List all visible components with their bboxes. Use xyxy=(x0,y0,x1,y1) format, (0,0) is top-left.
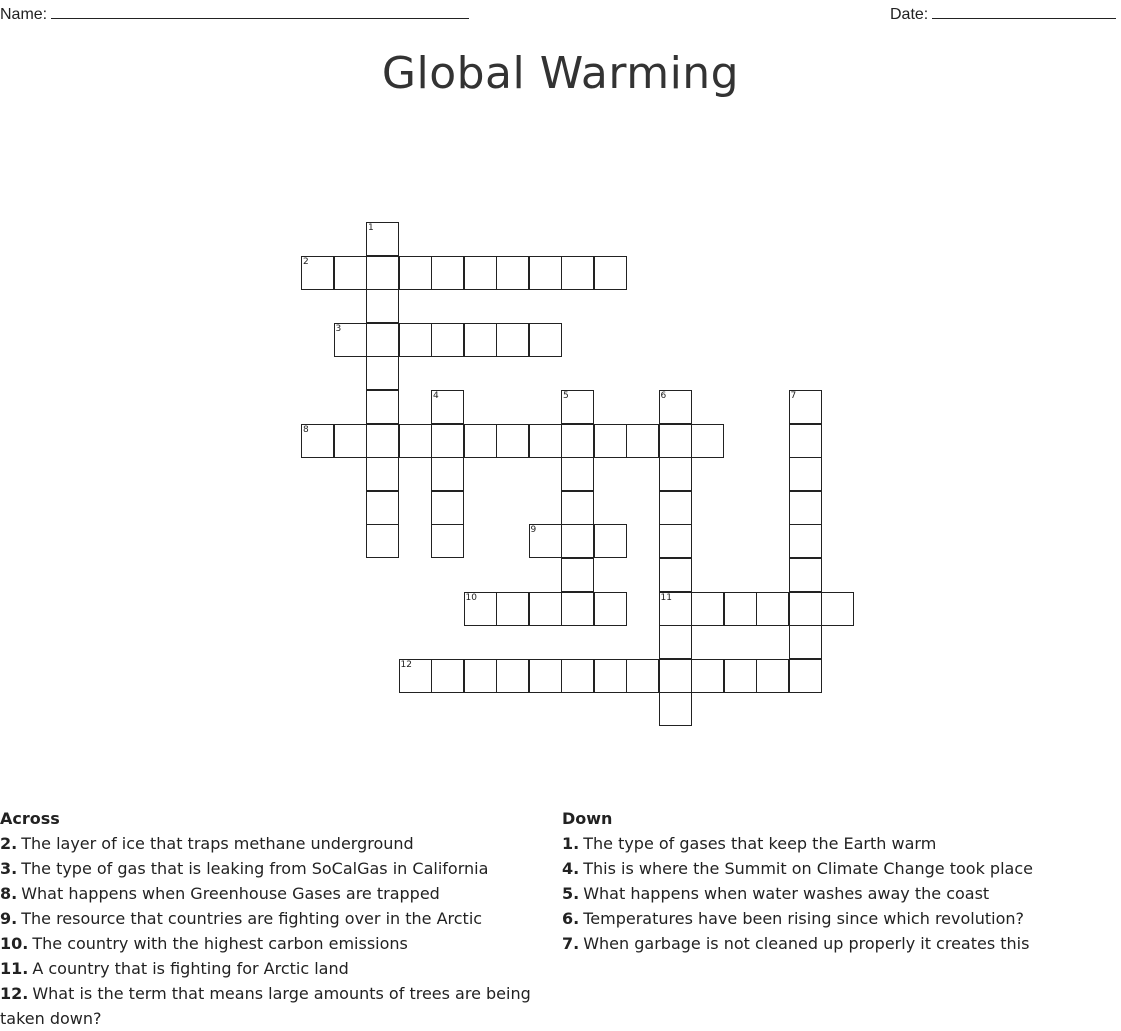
crossword-cell[interactable] xyxy=(659,592,692,626)
crossword-cell[interactable] xyxy=(464,256,497,290)
down-clue xyxy=(562,931,1117,956)
clue-label-number: 12. xyxy=(0,984,29,1003)
clue-text: The layer of ice that traps methane underground xyxy=(21,834,414,853)
date-label: Date: xyxy=(890,6,929,23)
crossword-cell[interactable] xyxy=(594,256,627,290)
crossword-cell[interactable] xyxy=(691,659,724,693)
crossword-cell[interactable] xyxy=(529,323,562,357)
across-clue xyxy=(0,906,540,931)
crossword-cell[interactable] xyxy=(431,659,464,693)
page-title: Global Warming xyxy=(381,48,740,99)
crossword-cell[interactable] xyxy=(789,558,822,592)
clue-number: 10 xyxy=(465,592,477,603)
crossword-cell[interactable] xyxy=(529,592,562,626)
clue-label-number: 7. xyxy=(562,934,580,953)
clue-number: 2 xyxy=(303,256,309,267)
crossword-cell[interactable] xyxy=(366,256,399,290)
down-clue xyxy=(562,906,1117,931)
crossword-cell[interactable] xyxy=(561,256,594,290)
clue-number: 6 xyxy=(660,391,667,401)
crossword-cell[interactable] xyxy=(561,659,594,693)
crossword-cell[interactable] xyxy=(334,256,367,290)
across-clue xyxy=(0,981,540,1031)
crossword-cell[interactable] xyxy=(334,323,367,357)
clue-number: 12 xyxy=(400,659,412,670)
crossword-cell[interactable] xyxy=(561,491,594,525)
clue-text: The country with the highest carbon emissions xyxy=(32,934,408,953)
crossword-cell[interactable] xyxy=(561,524,594,558)
clue-text: What happens when water washes away the coast xyxy=(583,884,990,903)
crossword-cell[interactable] xyxy=(529,256,562,290)
down-clues xyxy=(562,806,1117,956)
clue-label-number: 2. xyxy=(0,834,18,853)
crossword-cell[interactable] xyxy=(789,625,822,659)
across-clue xyxy=(0,856,540,881)
clue-number: 5 xyxy=(563,391,569,401)
crossword-cell[interactable] xyxy=(496,592,529,626)
crossword-cell[interactable] xyxy=(691,592,724,626)
crossword-cell[interactable] xyxy=(464,323,497,357)
crossword-cell[interactable] xyxy=(431,390,464,424)
clue-text: Temperatures have been rising since which revolution? xyxy=(583,909,1024,928)
crossword-cell[interactable] xyxy=(691,424,724,458)
clue-text: A country that is fighting for Arctic land xyxy=(32,959,349,978)
clue-number: 7 xyxy=(790,391,797,401)
across-clue xyxy=(0,881,540,906)
crossword-cell[interactable] xyxy=(529,659,562,693)
crossword-cell[interactable] xyxy=(399,256,432,290)
crossword-cell[interactable] xyxy=(594,592,627,626)
clue-label-number: 11. xyxy=(0,959,29,978)
crossword-cell[interactable] xyxy=(756,592,789,626)
crossword-cell[interactable] xyxy=(366,222,399,256)
crossword-cell[interactable] xyxy=(529,524,562,558)
crossword-cell[interactable] xyxy=(789,491,822,525)
crossword-cell[interactable] xyxy=(399,323,432,357)
crossword-cell[interactable] xyxy=(659,524,692,558)
crossword-cell[interactable] xyxy=(561,592,594,626)
clue-number: 3 xyxy=(335,323,342,334)
crossword-cell[interactable] xyxy=(431,491,464,525)
crossword-cell[interactable] xyxy=(464,424,497,458)
across-clue xyxy=(0,831,540,856)
crossword-cell[interactable] xyxy=(431,524,464,558)
crossword-cell[interactable] xyxy=(529,424,562,458)
crossword-cell[interactable] xyxy=(724,592,757,626)
crossword-cell[interactable] xyxy=(301,256,334,290)
crossword-cell[interactable] xyxy=(431,256,464,290)
crossword-cell[interactable] xyxy=(561,558,594,592)
crossword-cell[interactable] xyxy=(789,457,822,491)
crossword-cell[interactable] xyxy=(496,424,529,458)
clue-text: What is the term that means large amounts of trees are being taken down? xyxy=(0,984,531,1028)
across-clues xyxy=(0,806,540,1031)
clue-number: 11 xyxy=(660,592,672,603)
clue-label-number: 4. xyxy=(562,859,580,878)
crossword-cell[interactable] xyxy=(301,424,334,458)
crossword-cell[interactable] xyxy=(561,457,594,491)
down-clue xyxy=(562,856,1117,881)
crossword-cell[interactable] xyxy=(789,592,822,626)
clue-label-number: 5. xyxy=(562,884,580,903)
crossword-cell[interactable] xyxy=(659,558,692,592)
crossword-cell[interactable] xyxy=(464,592,497,626)
clue-label-number: 10. xyxy=(0,934,29,953)
crossword-cell[interactable] xyxy=(334,424,367,458)
crossword-cell[interactable] xyxy=(366,289,399,323)
crossword-cell[interactable] xyxy=(399,659,432,693)
crossword-cell[interactable] xyxy=(464,659,497,693)
crossword-cell[interactable] xyxy=(366,524,399,558)
crossword-cell[interactable] xyxy=(659,390,692,424)
clue-number: 4 xyxy=(433,391,439,401)
crossword-cell[interactable] xyxy=(496,256,529,290)
crossword-cell[interactable] xyxy=(659,491,692,525)
crossword-cell[interactable] xyxy=(659,424,692,458)
down-clue xyxy=(562,881,1117,906)
crossword-cell[interactable] xyxy=(561,390,594,424)
clue-number: 9 xyxy=(530,525,537,536)
clue-text: The type of gas that is leaking from SoCalGas in California xyxy=(21,859,489,878)
clue-text: The resource that countries are fighting over in the Arctic xyxy=(21,909,483,928)
crossword-cell[interactable] xyxy=(789,390,822,424)
down-heading: Down xyxy=(562,809,613,828)
crossword-cell[interactable] xyxy=(366,457,399,491)
crossword-cell[interactable] xyxy=(496,323,529,357)
crossword-cell[interactable] xyxy=(789,524,822,558)
crossword-cell[interactable] xyxy=(366,491,399,525)
crossword-cell[interactable] xyxy=(821,592,854,626)
down-clue xyxy=(562,831,1117,856)
crossword-cell[interactable] xyxy=(366,323,399,357)
crossword-cell[interactable] xyxy=(594,424,627,458)
crossword-cell[interactable] xyxy=(366,390,399,424)
crossword-cell[interactable] xyxy=(724,659,757,693)
crossword-cell[interactable] xyxy=(366,356,399,390)
across-clue xyxy=(0,931,540,956)
crossword-cell[interactable] xyxy=(594,524,627,558)
clue-text: What happens when Greenhouse Gases are trapped xyxy=(21,884,440,903)
crossword-cell[interactable] xyxy=(659,625,692,659)
clue-number: 8 xyxy=(303,424,309,435)
across-clue xyxy=(0,956,540,981)
crossword-cell[interactable] xyxy=(756,659,789,693)
crossword-cell[interactable] xyxy=(789,659,822,693)
across-clue-list xyxy=(0,831,540,1031)
crossword-cell[interactable] xyxy=(626,424,659,458)
clue-text: The type of gases that keep the Earth warm xyxy=(583,834,937,853)
clue-label-number: 9. xyxy=(0,909,18,928)
crossword-cell[interactable] xyxy=(496,659,529,693)
clue-number: 1 xyxy=(368,223,374,233)
crossword-cell[interactable] xyxy=(626,659,659,693)
crossword-cell[interactable] xyxy=(594,659,627,693)
clue-text: When garbage is not cleaned up properly it creates this xyxy=(583,934,1030,953)
clue-label-number: 3. xyxy=(0,859,18,878)
down-clue-list xyxy=(562,831,1117,956)
crossword-cell[interactable] xyxy=(431,457,464,491)
crossword-cell[interactable] xyxy=(431,323,464,357)
crossword-cell[interactable] xyxy=(789,424,822,458)
name-label: Name: xyxy=(0,6,48,23)
clue-label-number: 8. xyxy=(0,884,18,903)
clue-label-number: 1. xyxy=(562,834,580,853)
crossword-cell[interactable] xyxy=(659,457,692,491)
clue-text: This is where the Summit on Climate Change took place xyxy=(583,859,1033,878)
crossword-cell[interactable] xyxy=(659,692,692,726)
clue-label-number: 6. xyxy=(562,909,580,928)
across-heading: Across xyxy=(0,809,60,828)
crossword-cell[interactable] xyxy=(431,424,464,458)
crossword-cell[interactable] xyxy=(399,424,432,458)
crossword-cell[interactable] xyxy=(659,659,692,693)
crossword-cell[interactable] xyxy=(366,424,399,458)
crossword-cell[interactable] xyxy=(561,424,594,458)
